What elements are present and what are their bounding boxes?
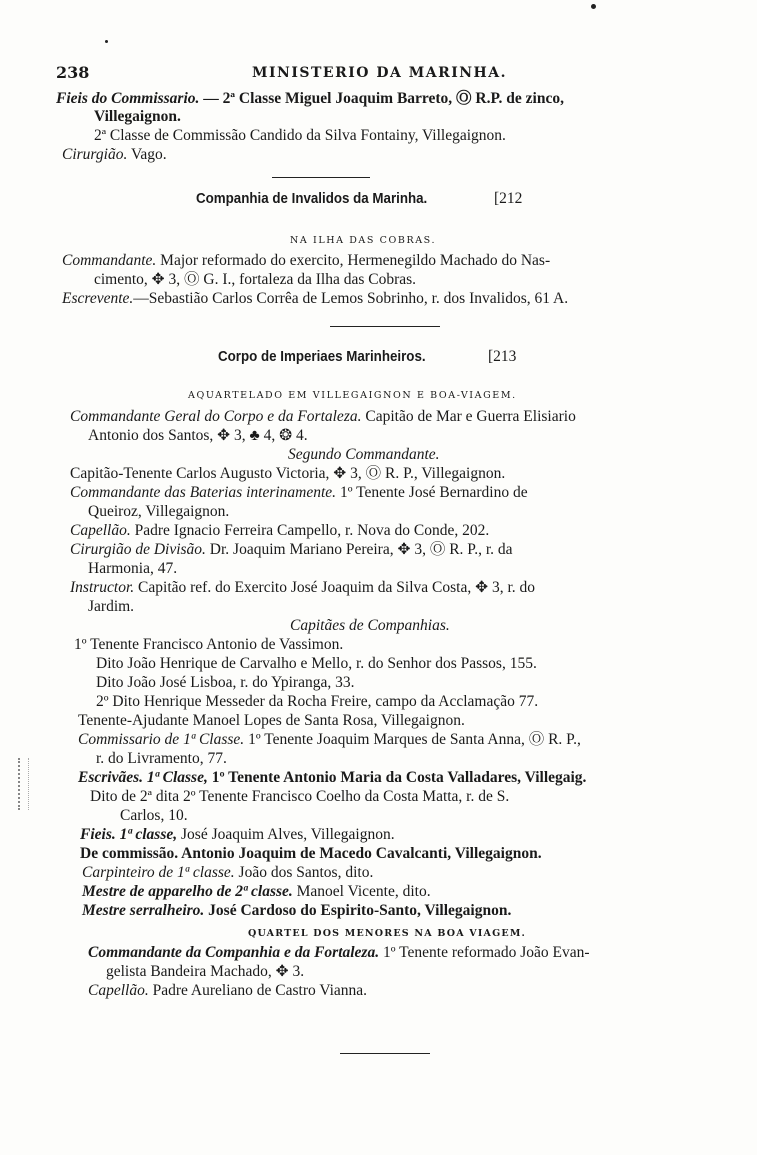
entry-fieis-commissario	[56, 90, 564, 108]
entry-text: José Cardoso do Espirito-Santo, Villegaignon.	[208, 902, 512, 919]
section-ref-212: [212	[494, 190, 523, 207]
entry-label: Cirurgião de Divisão.	[70, 541, 206, 558]
entry-fieis	[80, 826, 395, 844]
entry-label: Mestre serralheiro.	[82, 902, 205, 919]
entry-dito-coelho: Dito de 2ª dita 2º Tenente Francisco Coelho da Costa Matta, r. de S.	[90, 788, 510, 805]
margin-stain	[18, 758, 29, 810]
entry-text: Capitão de Mar e Guerra Elisiario	[365, 408, 576, 425]
section-subtitle: AQUARTELADO EM VILLEGAIGNON E BOA-VIAGEM.	[188, 390, 517, 401]
entry-continuation: Villegaignon.	[94, 108, 181, 125]
running-title: MINISTERIO DA MARINHA.	[252, 65, 508, 81]
entry-label: Fieis. 1ª classe,	[80, 826, 178, 843]
section-subtitle-quartel: QUARTEL DOS MENORES NA BOA VIAGEM.	[248, 928, 527, 939]
entry-text: Vago.	[130, 146, 167, 163]
entry-text: Padre Aureliano de Castro Vianna.	[152, 982, 368, 999]
section-divider	[272, 177, 370, 178]
entry-continuation: Harmonia, 47.	[88, 560, 178, 577]
entry-escrivaes	[78, 769, 586, 787]
entry-continuation: gelista Bandeira Machado, ✥ 3.	[106, 963, 305, 980]
subheading-segundo-commandante: Segundo Commandante.	[288, 446, 440, 463]
entry-text: João dos Santos, dito.	[238, 864, 374, 881]
entry-text: Dr. Joaquim Mariano Pereira, ✥ 3, Ⓞ R. P., r. da	[209, 541, 513, 558]
section-subtitle: NA ILHA DAS COBRAS.	[290, 235, 437, 246]
entry-text: Major reformado do exercito, Hermenegildo Machado do Nas-	[160, 252, 551, 269]
section-divider	[330, 326, 440, 327]
entry-commandante	[62, 252, 550, 270]
page-number: 238	[56, 63, 90, 82]
entry-cirurgiao	[62, 146, 167, 164]
entry-text: 1º Tenente Joaquim Marques de Santa Anna, Ⓞ R. P.,	[248, 731, 581, 748]
entry-label: Cirurgião.	[62, 146, 128, 163]
entry-dito-lisboa: Dito João José Lisboa, r. do Ypiranga, 33.	[96, 674, 355, 691]
entry-continuation: Antonio dos Santos, ✥ 3, ♣ 4, ❂ 4.	[88, 427, 308, 444]
entry-text: Padre Ignacio Ferreira Campello, r. Nova do Conde, 202.	[134, 522, 490, 539]
entry-commandante-baterias	[70, 484, 528, 502]
entry-label: Escrivães. 1ª Classe,	[78, 769, 208, 786]
entry-label: Carpinteiro de 1ª classe.	[82, 864, 235, 881]
entry-text: 1º Tenente Antonio Maria da Costa Valladares, Villegaig.	[211, 769, 587, 786]
entry-label: Capellão.	[88, 982, 149, 999]
ink-speck	[105, 40, 108, 43]
entry-instructor	[70, 579, 535, 597]
entry-classe-commissao: 2ª Classe de Commissão Candido da Silva Fontainy, Villegaignon.	[94, 127, 506, 144]
entry-commandante-companhia	[88, 944, 590, 962]
entry-continuation: cimento, ✥ 3, Ⓞ G. I., fortaleza da Ilha das Cobras.	[94, 271, 417, 288]
entry-label: Escrevente.	[62, 290, 134, 307]
entry-capellao-menores	[88, 982, 367, 1000]
entry-label: Instructor.	[70, 579, 135, 596]
section-ref-213: [213	[488, 348, 517, 365]
entry-text: —Sebastião Carlos Corrêa de Lemos Sobrinho, r. dos Invalidos, 61 A.	[133, 290, 569, 307]
entry-text: Capitão ref. do Exercito José Joaquim da Silva Costa, ✥ 3, r. do	[138, 579, 536, 596]
entry-label: Commandante Geral do Corpo e da Fortaleza.	[70, 408, 362, 425]
entry-label: Commandante das Baterias interinamente.	[70, 484, 337, 501]
entry-continuation: r. do Livramento, 77.	[96, 750, 227, 767]
ink-speck	[591, 4, 596, 9]
subheading-capitaes-companhias: Capitães de Companhias.	[290, 617, 450, 634]
entry-dito-carvalho: Dito João Henrique de Carvalho e Mello, r. do Senhor dos Passos, 155.	[96, 655, 537, 672]
entry-tenente-vassimon: 1º Tenente Francisco Antonio de Vassimon.	[74, 636, 344, 653]
entry-label: Fieis do Commissario.	[56, 90, 200, 107]
entry-commissario	[78, 731, 581, 749]
entry-tenente-ajudante: Tenente-Ajudante Manoel Lopes de Santa Rosa, Villegaignon.	[78, 712, 465, 729]
entry-text: José Joaquim Alves, Villegaignon.	[181, 826, 395, 843]
section-title-invalidos: Companhia de Invalidos da Marinha.	[196, 191, 428, 207]
entry-label: Commandante.	[62, 252, 157, 269]
entry-dito-messeder: 2º Dito Henrique Messeder da Rocha Freire, campo da Acclamação 77.	[96, 693, 539, 710]
entry-continuation: Queiroz, Villegaignon.	[88, 503, 230, 520]
entry-cirurgiao-divisao	[70, 541, 513, 559]
entry-label: Mestre de apparelho de 2ª classe.	[82, 883, 293, 900]
entry-text: — 2ª Classe Miguel Joaquim Barreto, Ⓞ R.P. de zinco,	[203, 90, 564, 107]
entry-text: Manoel Vicente, dito.	[296, 883, 431, 900]
entry-capitao-tenente: Capitão-Tenente Carlos Augusto Victoria, ✥ 3, Ⓞ R. P., Villegaignon.	[70, 465, 506, 482]
entry-mestre-serralheiro	[82, 902, 511, 920]
section-title-marinheiros: Corpo de Imperiaes Marinheiros.	[218, 349, 426, 365]
entry-continuation: Carlos, 10.	[120, 807, 188, 824]
entry-label: Capellão.	[70, 522, 131, 539]
entry-text: 1º Tenente José Bernardino de	[339, 484, 528, 501]
entry-commandante-geral	[70, 408, 576, 426]
entry-mestre-apparelho	[82, 883, 431, 901]
entry-de-commissao: De commissão. Antonio Joaquim de Macedo Cavalcanti, Villegaignon.	[80, 845, 542, 862]
entry-label: Commandante da Companhia e da Fortaleza.	[88, 944, 380, 961]
entry-capellao	[70, 522, 489, 540]
entry-carpinteiro	[82, 864, 373, 882]
entry-escrevente	[62, 290, 568, 308]
section-divider	[340, 1053, 430, 1054]
entry-continuation: Jardim.	[88, 598, 135, 615]
entry-label: Commissario de 1ª Classe.	[78, 731, 245, 748]
entry-text: 1º Tenente reformado João Evan-	[382, 944, 590, 961]
